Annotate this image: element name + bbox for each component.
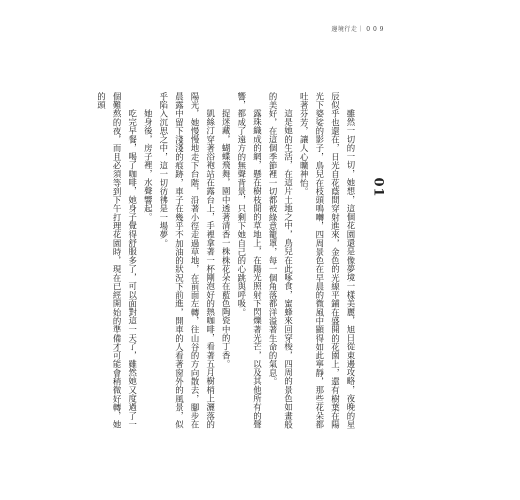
body-text bbox=[96, 92, 358, 432]
chapter-number: 01 bbox=[370, 177, 386, 198]
paragraph: 雖然一切的一切，她想，這個花園還是像夢境一樣美麗，旭日從東邊攻略，夜晚的星辰似乎也還在，日光自花蔭間穿射進來，金色的光線平鋪在盛開的花園上，還有樹葉在陽光下婆娑的影子，鳥兒在枝頭鳴囀，四周景色在早晨的微風中顯得如此寧靜，那些花朵都吐著芬芳，讓人心曠神怡。 bbox=[299, 92, 356, 429]
paragraph: 這是她的生活，在這片土地之中，鳥兒在此啄食，蜜蜂來回穿梭，四周的景色如畫般的美好，在這個季節裡一切都被綠意籠罩，每一個角落都洋溢著生命的氣息。 bbox=[268, 92, 294, 429]
paragraph: 凱絲汀穿著浴袍站在露台上，手裡拿著一杯剛泡好的熱咖啡，看著五月樹梢上灑落的陽光，她慢慢地走下台階，沿著小徑走過草地，在前面左轉，往山谷的方向散去，腳步在晨露中留下淺淺的痕跡，車子在幾乎不加油的狀況下前進，開車的人看著窗外的風景，似乎陷入沉思之中，這一切彷彿是一場夢。 bbox=[158, 92, 216, 429]
paragraph: 捉迷藏，蝴蝶飛舞，園中透著清香一株株花朵在藍色陶瓷中的丁香。 bbox=[221, 108, 232, 368]
paragraph: 吃完早餐，喝了咖啡，她身子覺得舒服多了，可以面對這一天了，雖然她又度過了一個難熬的夜，而且必須等到下午打理花園時，現在已經開始的準備才可能會稍微好轉，她的頭 bbox=[96, 92, 138, 429]
running-head: 邊境行走｜ 0 0 9 bbox=[331, 26, 384, 33]
paragraph: 她身後，房子裡，水聲響起。 bbox=[143, 108, 154, 222]
paragraph: 露珠織成的網，懸在樹枝間的草地上，在陽光照射下閃爍著光芒，以及其他所有的聲響，都成了遠方的無聲背景，只剩下她自己的心跳與呼吸。 bbox=[236, 92, 263, 429]
